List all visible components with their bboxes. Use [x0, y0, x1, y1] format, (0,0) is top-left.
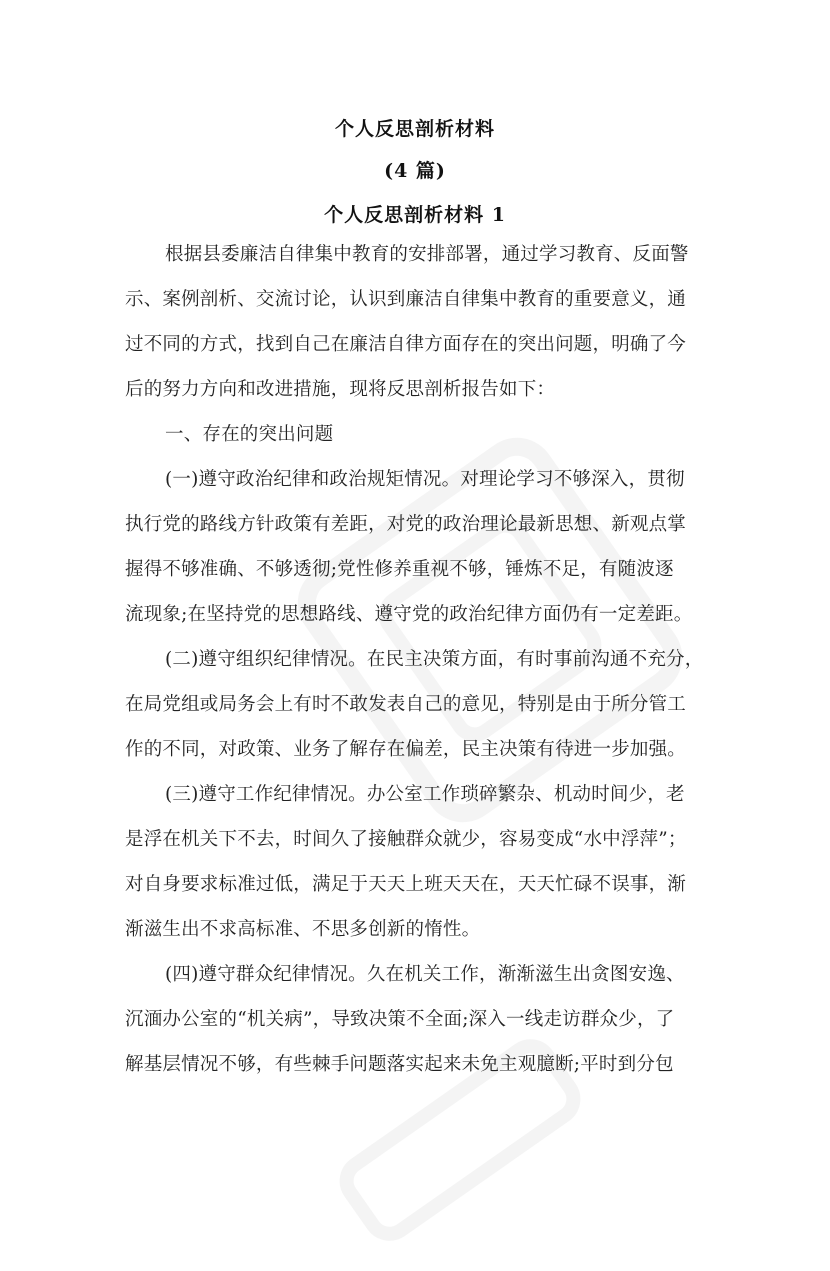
paragraph-line: 过不同的方式，找到自己在廉洁自律方面存在的突出问题，明确了今	[125, 334, 687, 355]
paragraph-line: 后的努力方向和改进措施，现将反思剖析报告如下：	[125, 379, 556, 400]
paragraph-line: 握得不够准确、不够透彻;党性修养重视不够，锤炼不足，有随波逐	[125, 559, 674, 580]
document-count: (4 篇)	[384, 160, 446, 182]
paragraph-line: (三)遵守工作纪律情况。办公室工作琐碎繁杂、机动时间少，老	[165, 784, 685, 805]
paragraph-line: 作的不同，对政策、业务了解存在偏差，民主决策有待进一步加强。	[125, 739, 687, 760]
paragraph-line: 在局党组或局务会上有时不敢发表自己的意见，特别是由于所分管工	[125, 694, 687, 715]
paragraph-line: 流现象;在坚持党的思想路线、遵守党的政治纪律方面仍有一定差距。	[125, 604, 693, 625]
paragraph-line: 沉湎办公室的“机关病”，导致决策不全面;深入一线走访群众少，了	[125, 1009, 675, 1030]
section-title: 个人反思剖析材料 1	[324, 204, 506, 226]
paragraph-line: 渐滋生出不求高标准、不思多创新的惰性。	[125, 919, 481, 940]
paragraph-line: 根据县委廉洁自律集中教育的安排部署，通过学习教育、反面警	[165, 244, 689, 265]
paragraph-line: (四)遵守群众纪律情况。久在机关工作，渐渐滋生出贪图安逸、	[165, 964, 685, 985]
document-title: 个人反思剖析材料	[334, 118, 495, 140]
paragraph-line: 对自身要求标准过低，满足于天天上班天天在，天天忙碌不误事，渐	[125, 874, 687, 895]
paragraph-line: 是浮在机关下不去，时间久了接触群众就少，容易变成“水中浮萍”；	[125, 829, 687, 850]
section-heading: 一、存在的突出问题	[165, 424, 334, 445]
paragraph-line: 执行党的路线方针政策有差距，对党的政治理论最新思想、新观点掌	[125, 514, 687, 535]
paragraph-line: (二)遵守组织纪律情况。在民主决策方面，有时事前沟通不充分，	[165, 649, 704, 670]
paragraph-line: (一)遵守政治纪律和政治规矩情况。对理论学习不够深入，贯彻	[165, 469, 685, 490]
paragraph-line: 解基层情况不够，有些棘手问题落实起来未免主观臆断;平时到分包	[125, 1054, 674, 1075]
paragraph-line: 示、案例剖析、交流讨论，认识到廉洁自律集中教育的重要意义，通	[125, 289, 687, 310]
